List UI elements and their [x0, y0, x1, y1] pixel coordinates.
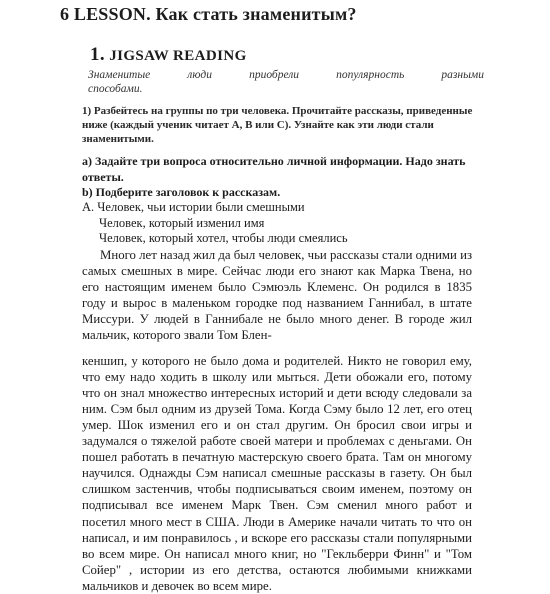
story-text — [82, 247, 472, 594]
task-a: а) Задайте три вопроса относительно личной информации. Надо знать ответы. — [82, 154, 466, 184]
story-paragraph: кеншип, у которого не было дома и родителей. Никто не говорил ему, что ему надо ходить в школу или мыться. Дети обожали его, потому что он знал множество интересных историй и дети всюду следовали за ним. Сэм был одним из друзей Тома. Когда Сэму было 12 лет, его отец умер. Шок изменил его и он стал другим. Он бросил свои игры и задумался о тяжелой работе своей матери и проблемах с деньгами. Он пошел работать в печатную мастерскую своего брата. Там он многому научился. Однажды Сэм написал смешные рассказы в газету. Он был слишком застенчив, чтобы подписываться своим именем, поэтому он подписывал все именем Марк Твен. Сэм сменил много работ и посетил много мест в США. Люди в Америке начали читать то что он написал, и им понравилось , и вскоре его рассказы стали популярными во всем мире. Он написал много книг, но "Гекльберри Финн" и "Том Сойер" , истории из его детства, остаются любимыми книжками мальчиков и девочек во всем мире. — [82, 353, 472, 593]
story-paragraph: Много лет назад жил да был человек, чьи рассказы стали одними из самых смешных в мире. Сейчас люди его знают как Марка Твена, но его настоящим именем было Сэмюэль Клеменс. Он родился в 1835 году и вырос в маленьком городке под названием Ганнибал, в штате Миссури. У людей в Ганнибале не было много денег. В городе жил мальчик, которого звали Том Блен- — [82, 248, 472, 343]
choice-item: Человек, который изменил имя — [99, 215, 265, 230]
section-heading — [90, 44, 247, 66]
intro-text: Знаменитые люди приобрели популярность разными способами. — [88, 69, 484, 95]
title-choices — [82, 200, 348, 247]
task-instructions: 1) Разбейтесь на группы по три человека. Прочитайте рассказы, приведенные ниже (каждый ученик читает А, В или С). Узнайте как эти люди стали знаменитыми. — [82, 105, 473, 145]
choice-item — [82, 200, 348, 216]
choice-marker: А. — [82, 200, 95, 214]
lesson-title: 6 LESSON. Как стать знаменитым? — [60, 4, 357, 24]
page-gap — [82, 344, 472, 353]
choice-item: Человек, который хотел, чтобы люди смеялись — [99, 231, 348, 245]
section-title: JIGSAW READING — [109, 48, 247, 64]
choice-text: Человек, чьи истории были смешными — [97, 200, 305, 214]
task-b: b) Подберите заголовок к рассказам. — [82, 185, 281, 199]
section-number: 1. — [90, 44, 106, 65]
